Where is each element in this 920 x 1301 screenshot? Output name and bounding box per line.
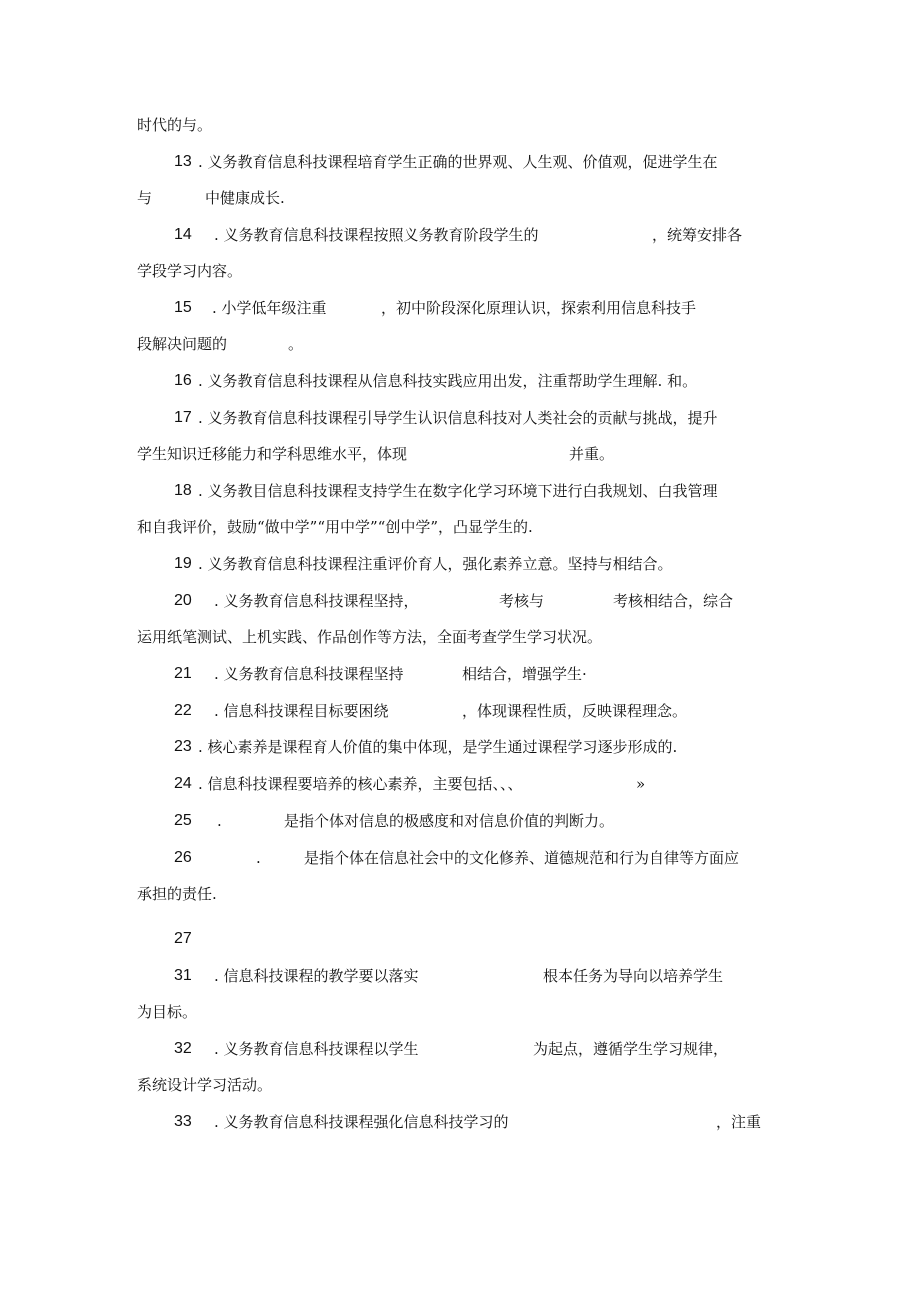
item-number: 20	[174, 592, 192, 609]
item-number: 23	[174, 738, 192, 755]
text-line: 并重。	[569, 445, 615, 463]
text-line: .	[256, 849, 261, 867]
text-line: . 义务教育信息科技课程注重评价育人，强化素养立意。坚持与相结合。	[198, 555, 673, 573]
text-line: 是指个体对信息的极感度和对信息价值的判断力。	[284, 812, 615, 830]
text-line: 为起点，遵循学生学习规律，	[533, 1040, 729, 1058]
text-line: . 义务教育信息科技课程以学生	[214, 1040, 419, 1058]
text-line: . 义务教育信息科技课程强化信息科技学习的	[214, 1113, 509, 1131]
item-number: 24	[174, 775, 192, 792]
text-line: »	[636, 775, 646, 793]
item-number: 32	[174, 1040, 192, 1057]
text-line: 相结合，增强学生·	[462, 665, 587, 683]
text-line: . 义务教育信息科技课程引导学生认识信息科技对人类社会的贡献与挑战，提升	[198, 409, 718, 427]
text-line: .	[217, 812, 222, 830]
text-line: ，统筹安排各	[652, 226, 743, 244]
text-line: 为目标。	[137, 1003, 198, 1021]
item-number: 16	[174, 372, 192, 389]
item-number: 19	[174, 555, 192, 572]
text-line: . 义务教育信息科技课程按照义务教育阶段学生的	[214, 226, 539, 244]
text-line: . 义务教育信息科技课程从信息科技实践应用出发，注重帮助学生理解. 和。	[198, 372, 698, 390]
text-line: ，体现课程性质，反映课程理念。	[462, 702, 688, 720]
text-line: . 义务教育信息科技课程培育学生正确的世界观、人生观、价值观，促进学生在	[198, 153, 718, 171]
text-line: 。	[288, 335, 304, 353]
text-line: 中健康成长.	[205, 189, 285, 207]
text-line: 系统设计学习活动。	[137, 1076, 273, 1094]
text-line: . 信息科技课程目标要困绕	[214, 702, 389, 720]
item-number: 31	[174, 967, 192, 984]
text-line: 是指个体在信息社会中的文化修养、道德规范和行为自律等方面应	[304, 849, 740, 867]
item-number: 27	[174, 930, 192, 947]
text-line: ，注重	[716, 1113, 762, 1131]
item-number: 25	[174, 812, 192, 829]
text-line: . 义务教育信息科技课程坚持	[214, 665, 404, 683]
item-number: 17	[174, 409, 192, 426]
text-line: 学段学习内容。	[137, 262, 243, 280]
item-number: 14	[174, 226, 192, 243]
text-line: 根本任务为导向以培养学生	[543, 967, 724, 985]
text-line: . 义务教育信息科技课程坚持，	[214, 592, 419, 610]
text-line: . 核心素养是课程育人价值的集中体现，是学生通过课程学习逐步形成的.	[198, 738, 678, 756]
item-number: 22	[174, 702, 192, 719]
item-number: 13	[174, 153, 192, 170]
item-number: 15	[174, 299, 192, 316]
text-line: 与	[137, 189, 153, 207]
text-line: 承担的责任.	[137, 885, 217, 903]
text-line: ，初中阶段深化原理认识，探索利用信息科技手	[381, 299, 697, 317]
text-line: 学生知识迁移能力和学科思维水平，体现	[137, 445, 408, 463]
text-line: . 信息科技课程要培养的核心素养，主要包括、、、	[198, 775, 523, 793]
text-line: 考核相结合，综合	[613, 592, 734, 610]
text-line: 段解决问题的	[137, 335, 228, 353]
text-line: . 信息科技课程的教学要以落实	[214, 967, 419, 985]
text-line: . 义务教目信息科技课程支持学生在数字化学习环境下进行白我规划、白我管理	[198, 482, 718, 500]
item-number: 18	[174, 482, 192, 499]
item-number: 26	[174, 849, 192, 866]
text-line: 考核与	[499, 592, 545, 610]
item-number: 33	[174, 1113, 192, 1130]
text-line: 运用纸笔测试、上机实践、作品创作等方法，全面考查学生学习状况。	[137, 628, 603, 646]
text-line: 和自我评价，鼓励“做中学”“用中学”“创中学”，凸显学生的.	[137, 518, 533, 536]
text-line: . 小学低年级注重	[212, 299, 327, 317]
text-line: 时代的与。	[137, 116, 213, 134]
item-number: 21	[174, 665, 192, 682]
